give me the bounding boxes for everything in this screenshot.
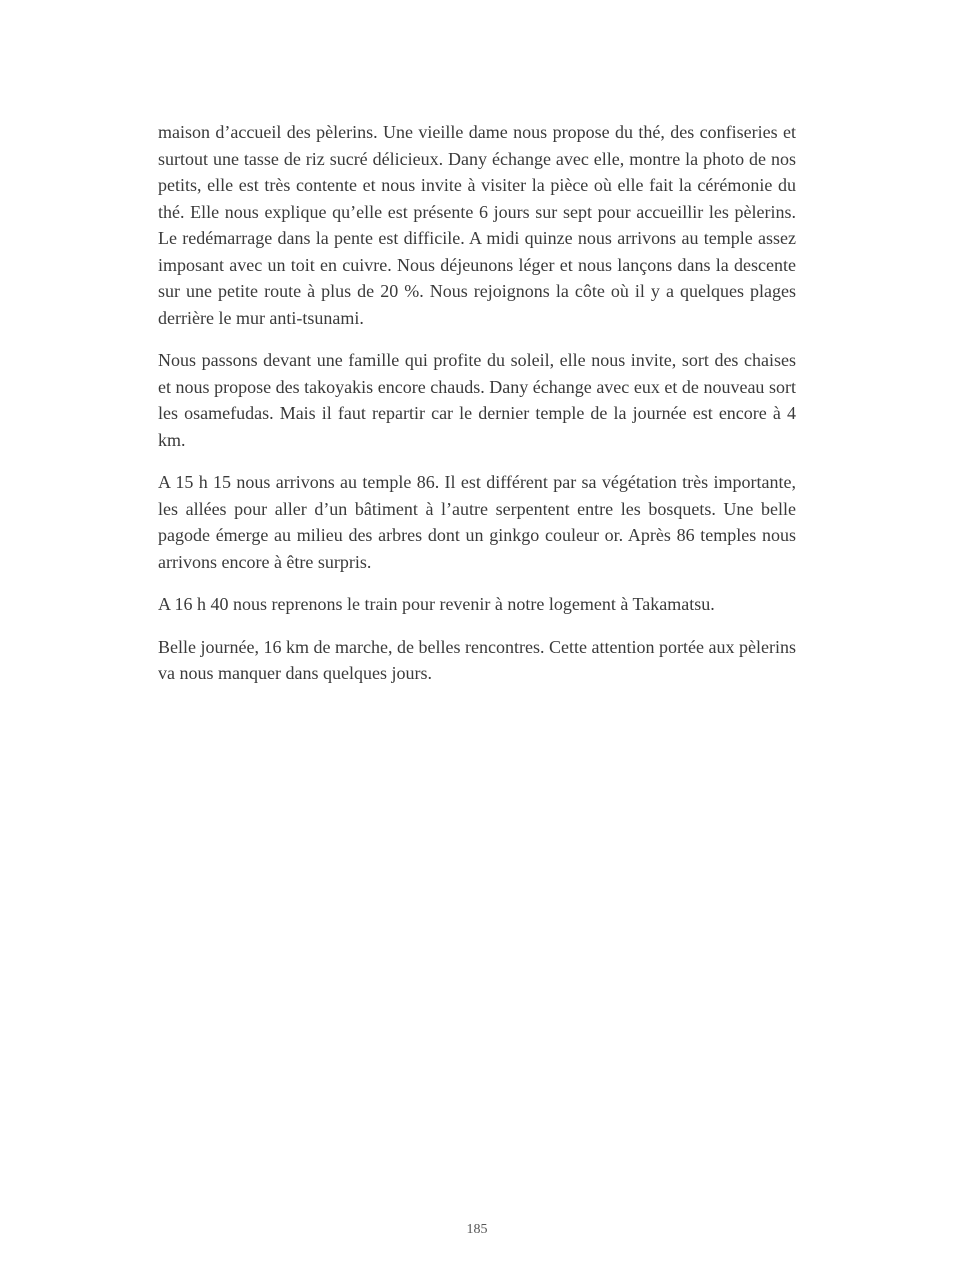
paragraph-2: Nous passons devant une famille qui profite du soleil, elle nous invite, sort des chaises et nous propose des takoyakis encore chauds. Dany échange avec eux et de nouveau sort les osamefudas. Mais il faut repartir car le dernier temple de la journée est encore à 4 km. <box>158 350 796 450</box>
page-number: 185 <box>466 1222 488 1237</box>
paragraph-3: A 15 h 15 nous arrivons au temple 86. Il est différent par sa végétation très importante, les allées pour aller d’un bâtiment à l’autre serpentent entre les bosquets. Une belle pagode émerge au milieu des arbres dont un ginkgo couleur or. Après 86 temples nous arrivons encore à être surpris. <box>158 472 796 572</box>
body-text <box>158 119 796 703</box>
paragraph-1: maison d’accueil des pèlerins. Une vieille dame nous propose du thé, des confiseries et surtout une tasse de riz sucré délicieux. Dany échange avec elle, montre la photo de nos petits, elle est très contente et nous invite à visiter la pièce où elle fait la cérémonie du thé. Elle nous explique qu’elle est présente 6 jours sur sept pour accueillir les pèlerins. Le redémarrage dans la pente est difficile. A midi quinze nous arrivons au temple assez imposant avec un toit en cuivre. Nous déjeunons léger et nous lançons dans la descente sur une petite route à plus de 20 %. Nous rejoignons la côte où il y a quelques plages derrière le mur anti-tsunami. <box>158 122 796 328</box>
paragraph-5: Belle journée, 16 km de marche, de belles rencontres. Cette attention portée aux pèlerins va nous manquer dans quelques jours. <box>158 636 796 683</box>
paragraph-4: A 16 h 40 nous reprenons le train pour revenir à notre logement à Takamatsu. <box>158 594 715 614</box>
